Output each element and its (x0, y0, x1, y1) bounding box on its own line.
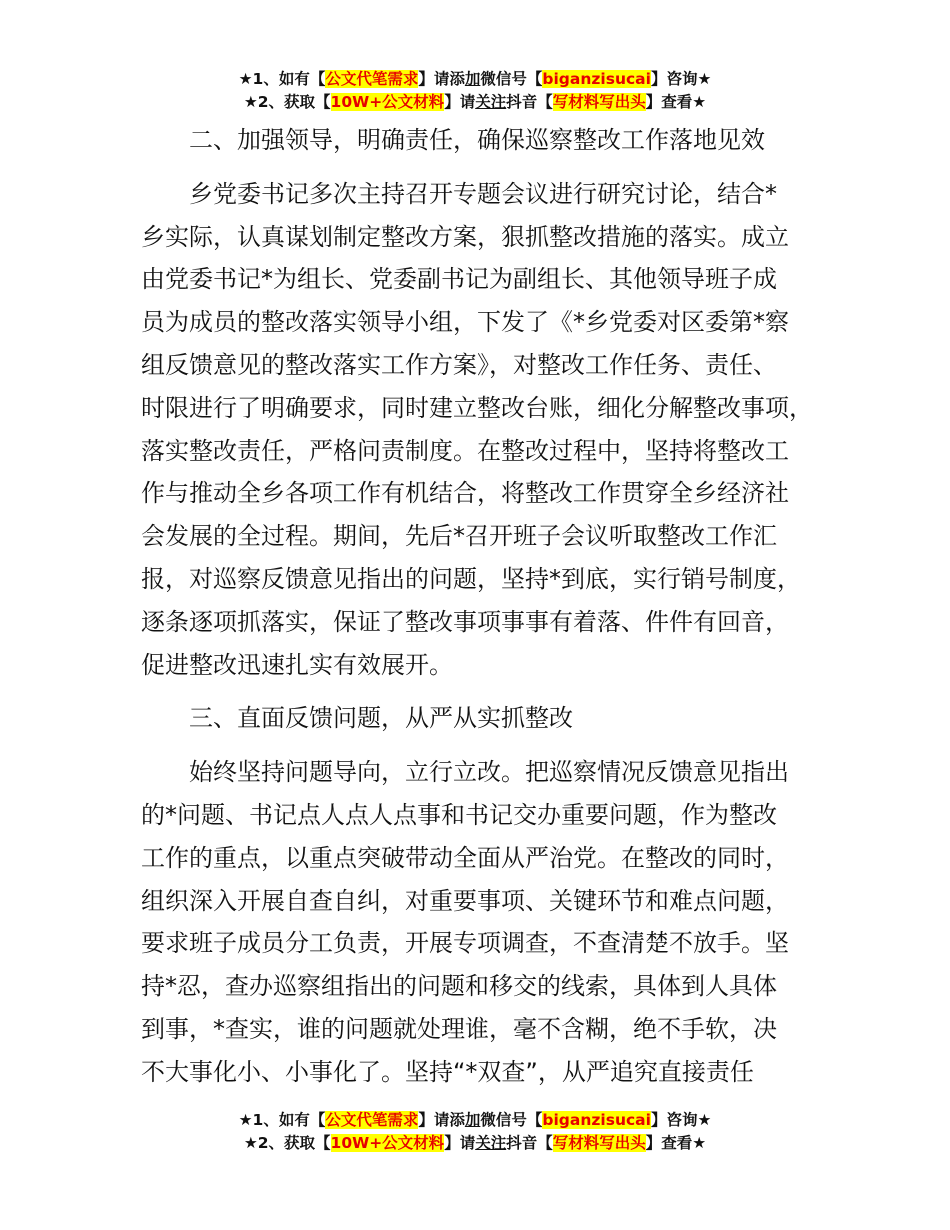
promo-text: ★2、获取【 (243, 93, 331, 111)
text-line: 员为成员的整改落实领导小组，下发了《*乡党委对区委第*察 (141, 308, 789, 337)
promo-highlight: 写材料写出头 (552, 1134, 646, 1152)
promo-text: 】咨询★ (650, 70, 712, 88)
promo-highlight: 写材料写出头 (552, 93, 646, 111)
promo-line-1 (0, 1109, 950, 1132)
promo-highlight: biganzisucai (542, 1111, 651, 1129)
text-line: 落实整改责任，严格问责制度。在整改过程中，坚持将整改工 (141, 436, 789, 465)
promo-text: 抖音【 (506, 93, 553, 111)
promo-text: 关注 (475, 1134, 507, 1152)
promo-text: 关注 (475, 93, 507, 111)
promo-line-1 (0, 68, 950, 91)
text-line: 会发展的全过程。期间，先后*召开班子会议听取整改工作汇 (141, 522, 777, 551)
promo-highlight: biganzisucai (542, 70, 651, 88)
text-line: 逐条逐项抓落实，保证了整改事项事事有着落、件件有回音， (141, 607, 789, 636)
promo-text: ★1、如有【 (238, 70, 326, 88)
promo-text: 】咨询★ (650, 1111, 712, 1129)
promo-text: ★1、如有【 (238, 1111, 326, 1129)
promo-text: 】请 (444, 93, 476, 111)
footer-promo-banner (0, 1109, 950, 1155)
promo-text: 】请添 (418, 1111, 465, 1129)
text-line: 时限进行了明确要求，同时建立整改台账，细化分解整改事项， (141, 393, 813, 422)
text-line: 持*忍，查办巡察组指出的问题和移交的线索，具体到人具体 (141, 972, 777, 1001)
promo-text: 微信号【 (480, 1111, 543, 1129)
promo-text: 】请添 (418, 70, 465, 88)
text-line: 乡党委书记多次主持召开专题会议进行研究讨论，结合* (141, 179, 777, 208)
promo-text: 微信号【 (480, 70, 543, 88)
text-line: 到事，*查实，谁的问题就处理谁，毫不含糊，绝不手软，决 (141, 1014, 777, 1043)
text-line: 促进整改迅速扎实有效展开。 (141, 650, 453, 679)
promo-highlight: 公文代笔需求 (325, 70, 419, 88)
text-line: 不大事化小、小事化了。坚持“*双查”，从严追究直接责任 (141, 1057, 754, 1086)
text-line: 的*问题、书记点人点人点事和书记交办重要问题，作为整改 (141, 800, 777, 829)
text-line: 始终坚持问题导向，立行立改。把巡察情况反馈意见指出 (141, 758, 789, 787)
promo-line-2 (0, 91, 950, 114)
promo-highlight: 10W+公文材料 (330, 93, 445, 111)
text-line: 报，对巡察反馈意见指出的问题，坚持*到底，实行销号制度， (141, 564, 801, 593)
text-line: 由党委书记*为组长、党委副书记为副组长、其他领导班子成 (141, 265, 777, 294)
text-line: 要求班子成员分工负责，开展专项调查，不查清楚不放手。坚 (141, 929, 789, 958)
section-paragraph-3 (141, 751, 831, 1093)
promo-highlight: 公文代笔需求 (325, 1111, 419, 1129)
promo-highlight: 10W+公文材料 (330, 1134, 445, 1152)
section-paragraph-2 (141, 173, 831, 687)
text-line: 工作的重点，以重点突破带动全面从严治党。在整改的同时， (141, 843, 789, 872)
promo-text: 】查看★ (645, 1134, 707, 1152)
text-line: 组织深入开展自查自纠，对重要事项、关键环节和难点问题， (141, 886, 789, 915)
promo-text: 】查看★ (645, 93, 707, 111)
promo-text: 加 (464, 70, 481, 88)
text-line: 组反馈意见的整改落实工作方案》，对整改工作任务、责任、 (141, 350, 777, 379)
header-promo-banner (0, 68, 950, 114)
promo-line-2 (0, 1132, 950, 1155)
promo-text: 抖音【 (506, 1134, 553, 1152)
promo-text: 加 (464, 1111, 481, 1129)
section-heading-2: 二、加强领导，明确责任，确保巡察整改工作落地见效 (189, 126, 765, 154)
document-body (141, 119, 831, 1105)
promo-text: ★2、获取【 (243, 1134, 331, 1152)
text-line: 作与推动全乡各项工作有机结合，将整改工作贯穿全乡经济社 (141, 479, 789, 508)
section-heading-3: 三、直面反馈问题，从严从实抓整改 (189, 704, 573, 733)
text-line: 乡实际，认真谋划制定整改方案，狠抓整改措施的落实。成立 (141, 222, 789, 251)
promo-text: 】请 (444, 1134, 476, 1152)
